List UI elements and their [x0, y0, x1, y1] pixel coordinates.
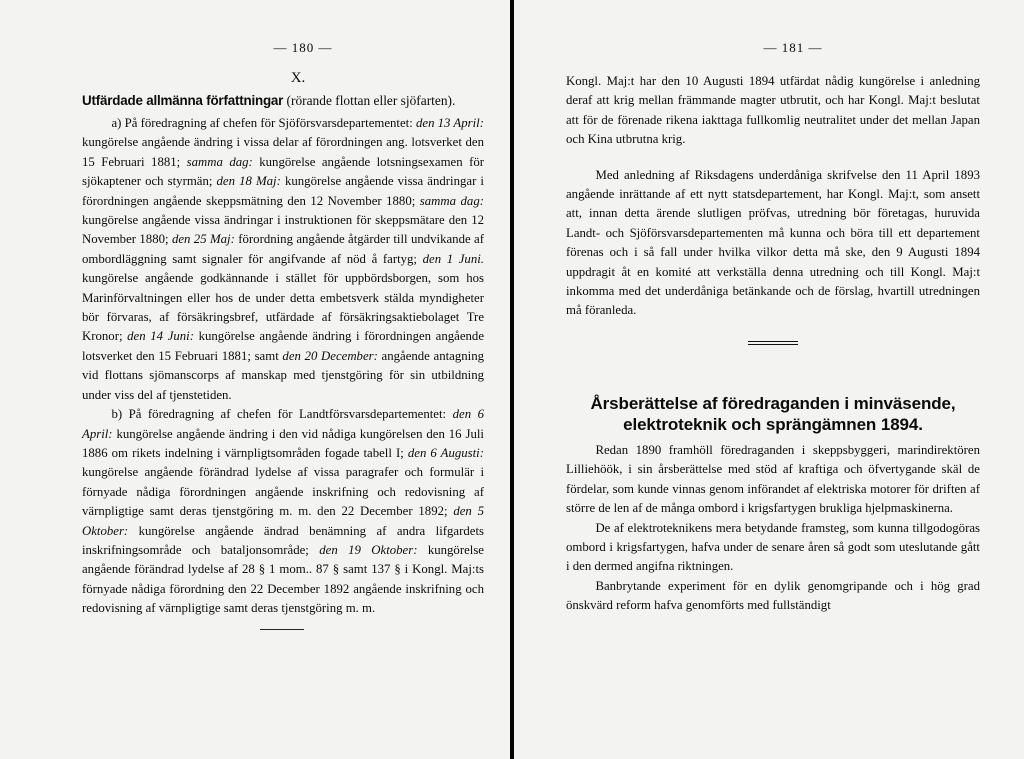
- paragraph-b: [82, 405, 484, 618]
- left-page: [0, 0, 510, 759]
- page-number-right: — 181 —: [763, 40, 823, 55]
- paragraph-neutrality: Kongl. Maj:t har den 10 Augusti 1894 utfärdat nådig kungörelse i anledning deraf att krig mellan främmande magter utbrutit, och har Kongl. Maj:t beslutat att för de förenade rikena iakttaga fullkomlig neutralitet under det mellan Japan och Kina utbrutna krig.: [566, 74, 980, 147]
- text-run: kungörelse angående förändrad lydelse af vissa paragrafer och formulär i förnyade nådiga förordningen angående inskrifning och redovisning af värnpligtige samt deras tjenstgöring m. m. den 22 December 1892;: [82, 465, 484, 519]
- text-run: kungörelse angående vissa ändringar i instruktionen för skeppsmätare den 12 November 1880;: [82, 213, 484, 247]
- text-run: b) På föredragning af chefen för Landtförsvarsdepartementet:: [111, 407, 453, 422]
- date-reference: den 1 Juni.: [422, 251, 484, 266]
- date-reference: den 18 Maj:: [216, 174, 281, 189]
- paragraph-a: [82, 114, 484, 405]
- text-run: angående antagning vid flottans sjömanscorps af manskap med tjenstgöring för sin utbildning under viss del af tjenstetiden.: [82, 348, 484, 402]
- date-reference: den 13 April:: [415, 116, 484, 130]
- section-title-rest: (rörande flottan eller sjöfarten).: [283, 93, 456, 108]
- divider-rule: [748, 341, 798, 345]
- date-reference: den 14 Juni:: [127, 329, 194, 344]
- right-page: [514, 0, 1024, 759]
- paragraph-lilliehook: Redan 1890 framhöll föredraganden i skeppsbyggeri, marindirektören Lilliehöök, i sin årsberättelse med stöd af kraftiga och öfvertygande skäl de fördelar, som kunde vinnas genom införandet af elektriska motorer för driften af större de len af de många ombord i krigsfartygen brukliga hjelpmaskinerna.: [566, 442, 980, 516]
- text-run: kungörelse angående ändring i den vid nådiga kungörelsen den 16 Juli 1886 om rikets indelning i värnpligtsområden fogade tabell I;: [82, 426, 484, 460]
- text-run: kungörelse angående förändrad lydelse af 28 § 1 mom.. 87 § samt 137 § i Kongl. Maj:ts förnyade nådiga förordning den 22 December 1892 angående inskrifning och redovisning af värnpligtige samt deras tjenstgöring m. m.: [82, 542, 484, 616]
- date-reference: den 19 Oktober:: [319, 542, 418, 557]
- date-reference: den 6 April:: [82, 407, 484, 441]
- text-run: kungörelse angående lotsningsexamen för sjökaptener och styrmän;: [82, 154, 484, 189]
- report-heading: [566, 393, 980, 435]
- text-run: kungörelse angående vissa ändringar i förordningen angående skeppsmätning den 12 November 1880;: [82, 174, 484, 208]
- end-rule: [260, 629, 304, 630]
- paragraph-progress: De af elektroteknikens mera betydande framsteg, som kunna tillgodogöras ombord i krigsfartygen, hafva under de senare åren så godt som uteslutande gått i den dermed angifna riktningen.: [566, 520, 980, 574]
- date-reference: den 6 Augusti:: [407, 445, 484, 460]
- paragraph-experiments: Banbrytande experiment för en dylik genomgripande och i hög grad önskvärd reform hafva genomförts med fullständigt: [566, 578, 980, 613]
- section-number: X.: [290, 70, 306, 86]
- report-heading-line1: Årsberättelse af föredraganden i minväsende,: [590, 393, 956, 413]
- text-run: kungörelse angående ändring i vissa delar af förordningen ang. lotsverket den 15 Februari 1881;: [82, 135, 484, 169]
- section-title-bold: Utfärdade allmänna författningar: [82, 93, 284, 108]
- text-run: a) På föredragning af chefen för Sjöförsvarsdepartementet:: [111, 116, 416, 130]
- page-number-left: — 180 —: [273, 40, 333, 55]
- text-run: kungörelse angående ändring i förordningen angående lotsverket den 15 Februari 1881; samt: [82, 329, 484, 363]
- report-heading-line2: elektroteknik och sprängämnen 1894.: [623, 414, 923, 434]
- text-run: kungörelse angående ändrad benämning af andra lifgardets inskrifningsområde och bataljonsområde;: [82, 523, 484, 557]
- text-run: kungörelse angående godkännande i stället för uppbördsborgen, som hos Marinförvaltningen eller hos de under detta embetsverk stälda myndigheter bör förvaras, af försäkringsbref, utfärdade af försäkringsaktiebolaget Tre Kronor;: [82, 271, 484, 344]
- text-run: förordning angående åtgärder till undvikande af ombordläggning samt signaler för angifvande af nöd å fartyg;: [82, 232, 484, 266]
- date-reference: samma dag:: [186, 154, 253, 169]
- paragraph-department: Med anledning af Riksdagens underdåniga skrifvelse den 11 April 1893 angående inrättande af ett nytt statsdepartement, har Kongl. Maj:t, som ansett att, innan detta ärende slutligen pröfvas, utredning bör företagas, huruvida Landt- och Sjöförsvarsdepartementen må kunna och böra till ett departement förenas och i så fall under hvilka vilkor detta må ske, den 9 Augusti 1894 uppdragit åt en komité att verkställa denna utredning och till Kongl. Maj:t inkomma med det underdåniga betänkande och de förslag, hvartill utredningen må föranleda.: [566, 167, 980, 318]
- date-reference: den 20 December:: [282, 348, 378, 363]
- date-reference: samma dag:: [419, 193, 484, 208]
- date-reference: den 5 Oktober:: [82, 504, 485, 538]
- date-reference: den 25 Maj:: [171, 232, 235, 247]
- section-title: [82, 91, 484, 110]
